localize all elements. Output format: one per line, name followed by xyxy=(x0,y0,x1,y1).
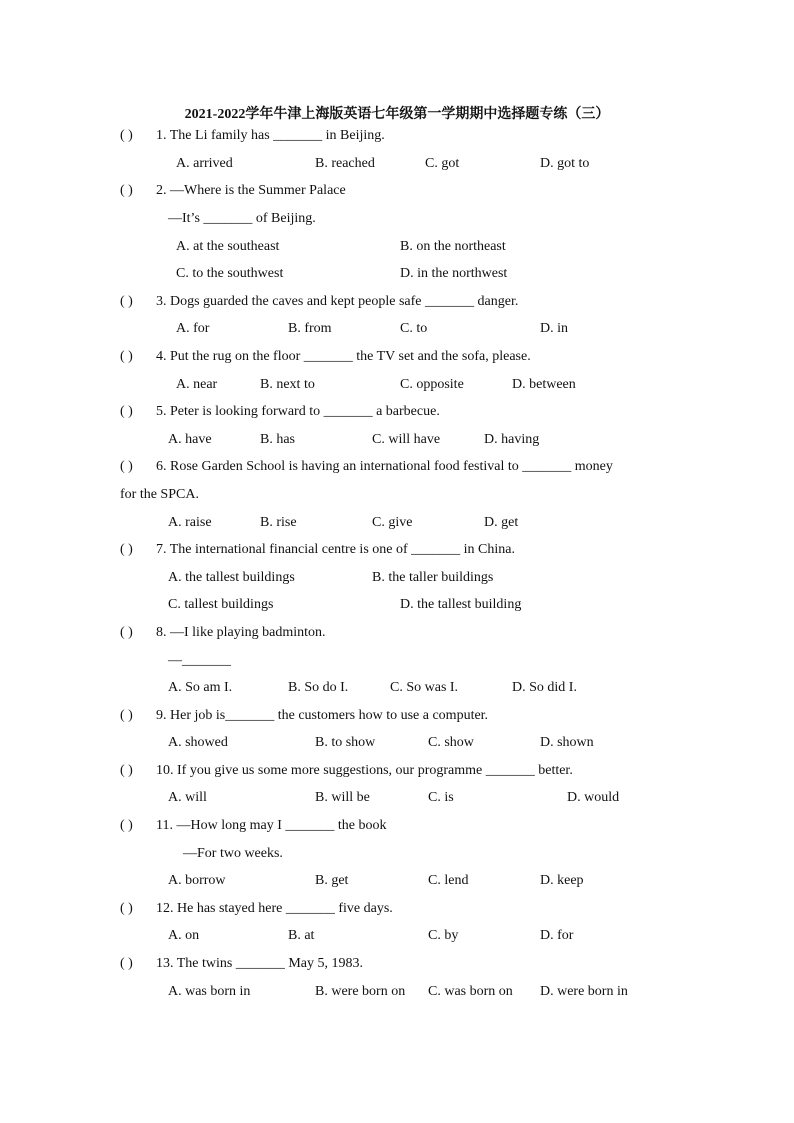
option-a: A. was born in xyxy=(168,984,251,999)
question-stem: 12. He has stayed here _______ five days. xyxy=(156,901,393,916)
question-continuation: —For two weeks. xyxy=(183,846,283,861)
option-a: A. for xyxy=(176,321,210,336)
option-c: C. tallest buildings xyxy=(168,597,274,612)
option-a: A. near xyxy=(176,377,218,392)
option-a: A. showed xyxy=(168,735,228,750)
option-b: B. get xyxy=(315,873,349,888)
option-a: A. So am I. xyxy=(168,680,233,695)
option-a: A. the tallest buildings xyxy=(168,570,295,585)
option-c: C. will have xyxy=(372,432,441,447)
option-d: D. keep xyxy=(540,873,584,888)
question-stem: 2. —Where is the Summer Palace xyxy=(156,183,346,198)
option-d: D. in the northwest xyxy=(400,266,508,281)
option-b: B. next to xyxy=(260,377,315,392)
option-d: D. shown xyxy=(540,735,594,750)
option-c: C. to the southwest xyxy=(176,266,284,281)
option-a: A. have xyxy=(168,432,212,447)
question-stem: 5. Peter is looking forward to _______ a barbecue. xyxy=(156,404,440,419)
answer-blank[interactable]: ( ) xyxy=(120,901,133,916)
question-continuation: —_______ xyxy=(168,653,231,668)
question-continuation: for the SPCA. xyxy=(120,487,199,502)
question-5 xyxy=(120,404,714,420)
option-a: A. borrow xyxy=(168,873,226,888)
option-b: B. reached xyxy=(315,156,375,171)
question-9 xyxy=(120,708,714,724)
option-b: B. will be xyxy=(315,790,370,805)
option-a: A. at the southeast xyxy=(176,239,280,254)
question-3 xyxy=(120,294,714,310)
question-4 xyxy=(120,349,714,365)
option-d: D. got to xyxy=(540,156,590,171)
option-a: A. on xyxy=(168,928,200,943)
question-stem: 1. The Li family has _______ in Beijing. xyxy=(156,128,385,143)
option-c: C. show xyxy=(428,735,474,750)
option-d: D. in xyxy=(540,321,568,336)
option-c: C. is xyxy=(428,790,454,805)
option-c: C. was born on xyxy=(428,984,513,999)
option-d: D. So did I. xyxy=(512,680,577,695)
answer-blank[interactable]: ( ) xyxy=(120,763,133,778)
page-title: 2021-2022学年牛津上海版英语七年级第一学期期中选择题专练（三） xyxy=(184,107,610,122)
answer-blank[interactable]: ( ) xyxy=(120,294,133,309)
question-stem: 4. Put the rug on the floor _______ the TV set and the sofa, please. xyxy=(156,349,531,364)
option-d: D. would xyxy=(567,790,620,805)
answer-blank[interactable]: ( ) xyxy=(120,183,133,198)
option-d: D. were born in xyxy=(540,984,628,999)
option-b: B. the taller buildings xyxy=(372,570,494,585)
question-stem: 13. The twins _______ May 5, 1983. xyxy=(156,956,364,971)
question-stem: 3. Dogs guarded the caves and kept people safe _______ danger. xyxy=(156,294,519,309)
option-c: C. So was I. xyxy=(390,680,459,695)
question-stem: 10. If you give us some more suggestions, our programme _______ better. xyxy=(156,763,573,778)
option-b: B. at xyxy=(288,928,315,943)
option-b: B. rise xyxy=(260,515,297,530)
option-c: C. by xyxy=(428,928,459,943)
answer-blank[interactable]: ( ) xyxy=(120,542,133,557)
question-6 xyxy=(120,459,714,475)
answer-blank[interactable]: ( ) xyxy=(120,404,133,419)
option-a: A. will xyxy=(168,790,207,805)
question-stem: 11. —How long may I _______ the book xyxy=(156,818,387,833)
option-c: C. to xyxy=(400,321,428,336)
option-b: B. has xyxy=(260,432,295,447)
question-10 xyxy=(120,763,714,779)
option-c: C. got xyxy=(425,156,460,171)
option-d: D. having xyxy=(484,432,540,447)
question-13 xyxy=(120,956,714,972)
question-2 xyxy=(120,183,714,199)
option-b: B. were born on xyxy=(315,984,406,999)
option-a: A. raise xyxy=(168,515,212,530)
question-1 xyxy=(120,128,714,144)
question-7 xyxy=(120,542,714,558)
option-d: D. between xyxy=(512,377,576,392)
question-continuation: —It’s _______ of Beijing. xyxy=(168,211,316,226)
option-b: B. on the northeast xyxy=(400,239,506,254)
question-stem: 7. The international financial centre is one of _______ in China. xyxy=(156,542,515,557)
option-b: B. from xyxy=(288,321,332,336)
question-11 xyxy=(120,818,714,834)
answer-blank[interactable]: ( ) xyxy=(120,128,133,143)
option-a: A. arrived xyxy=(176,156,233,171)
option-b: B. to show xyxy=(315,735,376,750)
option-c: C. lend xyxy=(428,873,469,888)
option-d: D. get xyxy=(484,515,519,530)
option-b: B. So do I. xyxy=(288,680,349,695)
question-stem: 9. Her job is_______ the customers how to use a computer. xyxy=(156,708,489,723)
option-d: D. for xyxy=(540,928,574,943)
option-c: C. opposite xyxy=(400,377,464,392)
question-stem: 6. Rose Garden School is having an international food festival to _______ money xyxy=(156,459,613,474)
answer-blank[interactable]: ( ) xyxy=(120,459,133,474)
answer-blank[interactable]: ( ) xyxy=(120,625,133,640)
question-stem: 8. —I like playing badminton. xyxy=(156,625,326,640)
option-c: C. give xyxy=(372,515,413,530)
answer-blank[interactable]: ( ) xyxy=(120,349,133,364)
answer-blank[interactable]: ( ) xyxy=(120,818,133,833)
answer-blank[interactable]: ( ) xyxy=(120,708,133,723)
question-8 xyxy=(120,625,714,641)
question-12 xyxy=(120,901,714,917)
option-d: D. the tallest building xyxy=(400,597,522,612)
answer-blank[interactable]: ( ) xyxy=(120,956,133,971)
